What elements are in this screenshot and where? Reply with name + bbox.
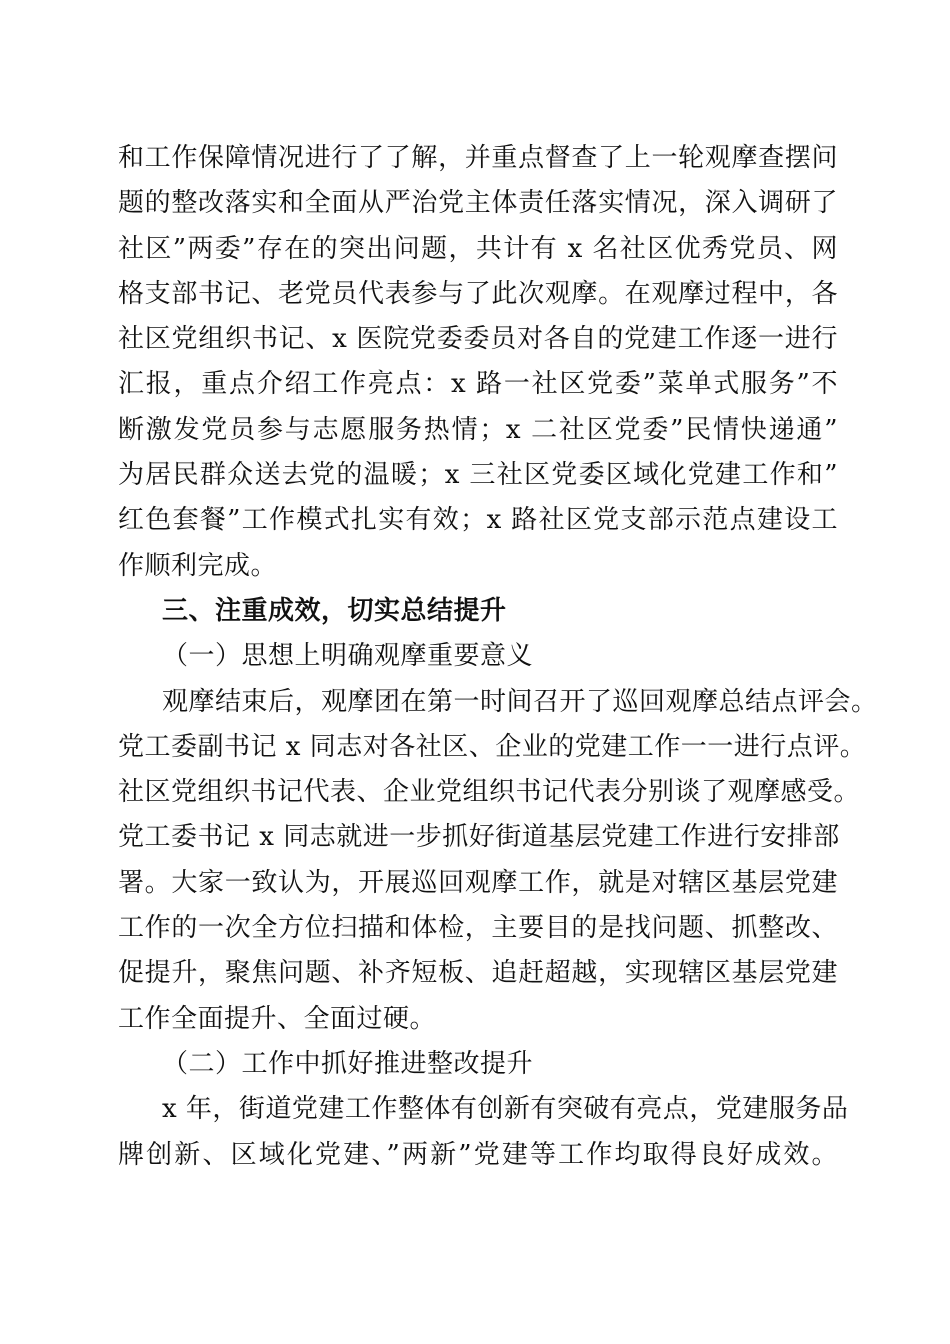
text-line: 作顺利完成。 xyxy=(118,550,278,581)
subsection-2-body xyxy=(118,1087,849,1178)
text-line: 红色套餐”工作模式扎实有效；x 路社区党支部示范点建设工 xyxy=(118,505,838,536)
text-line: 格支部书记、老党员代表参与了此次观摩。在观摩过程中，各 xyxy=(118,278,838,309)
text-line: 社区党组织书记、x 医院党委委员对各自的党建工作逐一进行 xyxy=(118,324,838,355)
text-line: 工作的一次全方位扫描和体检，主要目的是找问题、抓整改、 xyxy=(118,913,838,944)
subsection-1-body xyxy=(118,680,878,1042)
document-page xyxy=(118,136,878,1178)
text-line: 党工委副书记 x 同志对各社区、企业的党建工作一一进行点评。 xyxy=(118,731,867,762)
subsection-1-heading: （一）思想上明确观摩重要意义 xyxy=(162,641,534,672)
text-line: 断激发党员参与志愿服务热情；x 二社区党委”民情快递通” xyxy=(118,414,838,445)
text-line: 党工委书记 x 同志就进一步抓好街道基层党建工作进行安排部 xyxy=(118,822,840,853)
section-3-heading: 三、注重成效，切实总结提升 xyxy=(162,595,507,626)
text-line: 工作全面提升、全面过硬。 xyxy=(118,1003,437,1034)
text-line: 汇报，重点介绍工作亮点：x 路一社区党委”菜单式服务”不 xyxy=(118,369,838,400)
text-line: 观摩结束后，观摩团在第一时间召开了巡回观摩总结点评会。 xyxy=(162,686,878,717)
text-line: 社区党组织书记代表、企业党组织书记代表分别谈了观摩感受。 xyxy=(118,777,861,808)
paragraph-1 xyxy=(118,136,838,589)
text-line: 题的整改落实和全面从严治党主体责任落实情况，深入调研了 xyxy=(118,188,838,219)
text-line: 和工作保障情况进行了了解，并重点督查了上一轮观摩查摆问 xyxy=(118,143,838,173)
text-line: 牌创新、区域化党建、”两新”党建等工作均取得良好成效。 xyxy=(118,1139,838,1170)
text-line: 社区”两委”存在的突出问题，共计有 x 名社区优秀党员、网 xyxy=(118,233,838,264)
text-line: 促提升，聚焦问题、补齐短板、追赶超越，实现辖区基层党建 xyxy=(118,958,838,989)
subsection-2-heading: （二）工作中抓好推进整改提升 xyxy=(162,1048,534,1079)
text-line: 署。大家一致认为，开展巡回观摩工作，就是对辖区基层党建 xyxy=(118,867,838,898)
text-line: 为居民群众送去党的温暖；x 三社区党委区域化党建工作和” xyxy=(118,460,838,491)
text-line: x 年，街道党建工作整体有创新有突破有亮点，党建服务品 xyxy=(162,1094,849,1125)
